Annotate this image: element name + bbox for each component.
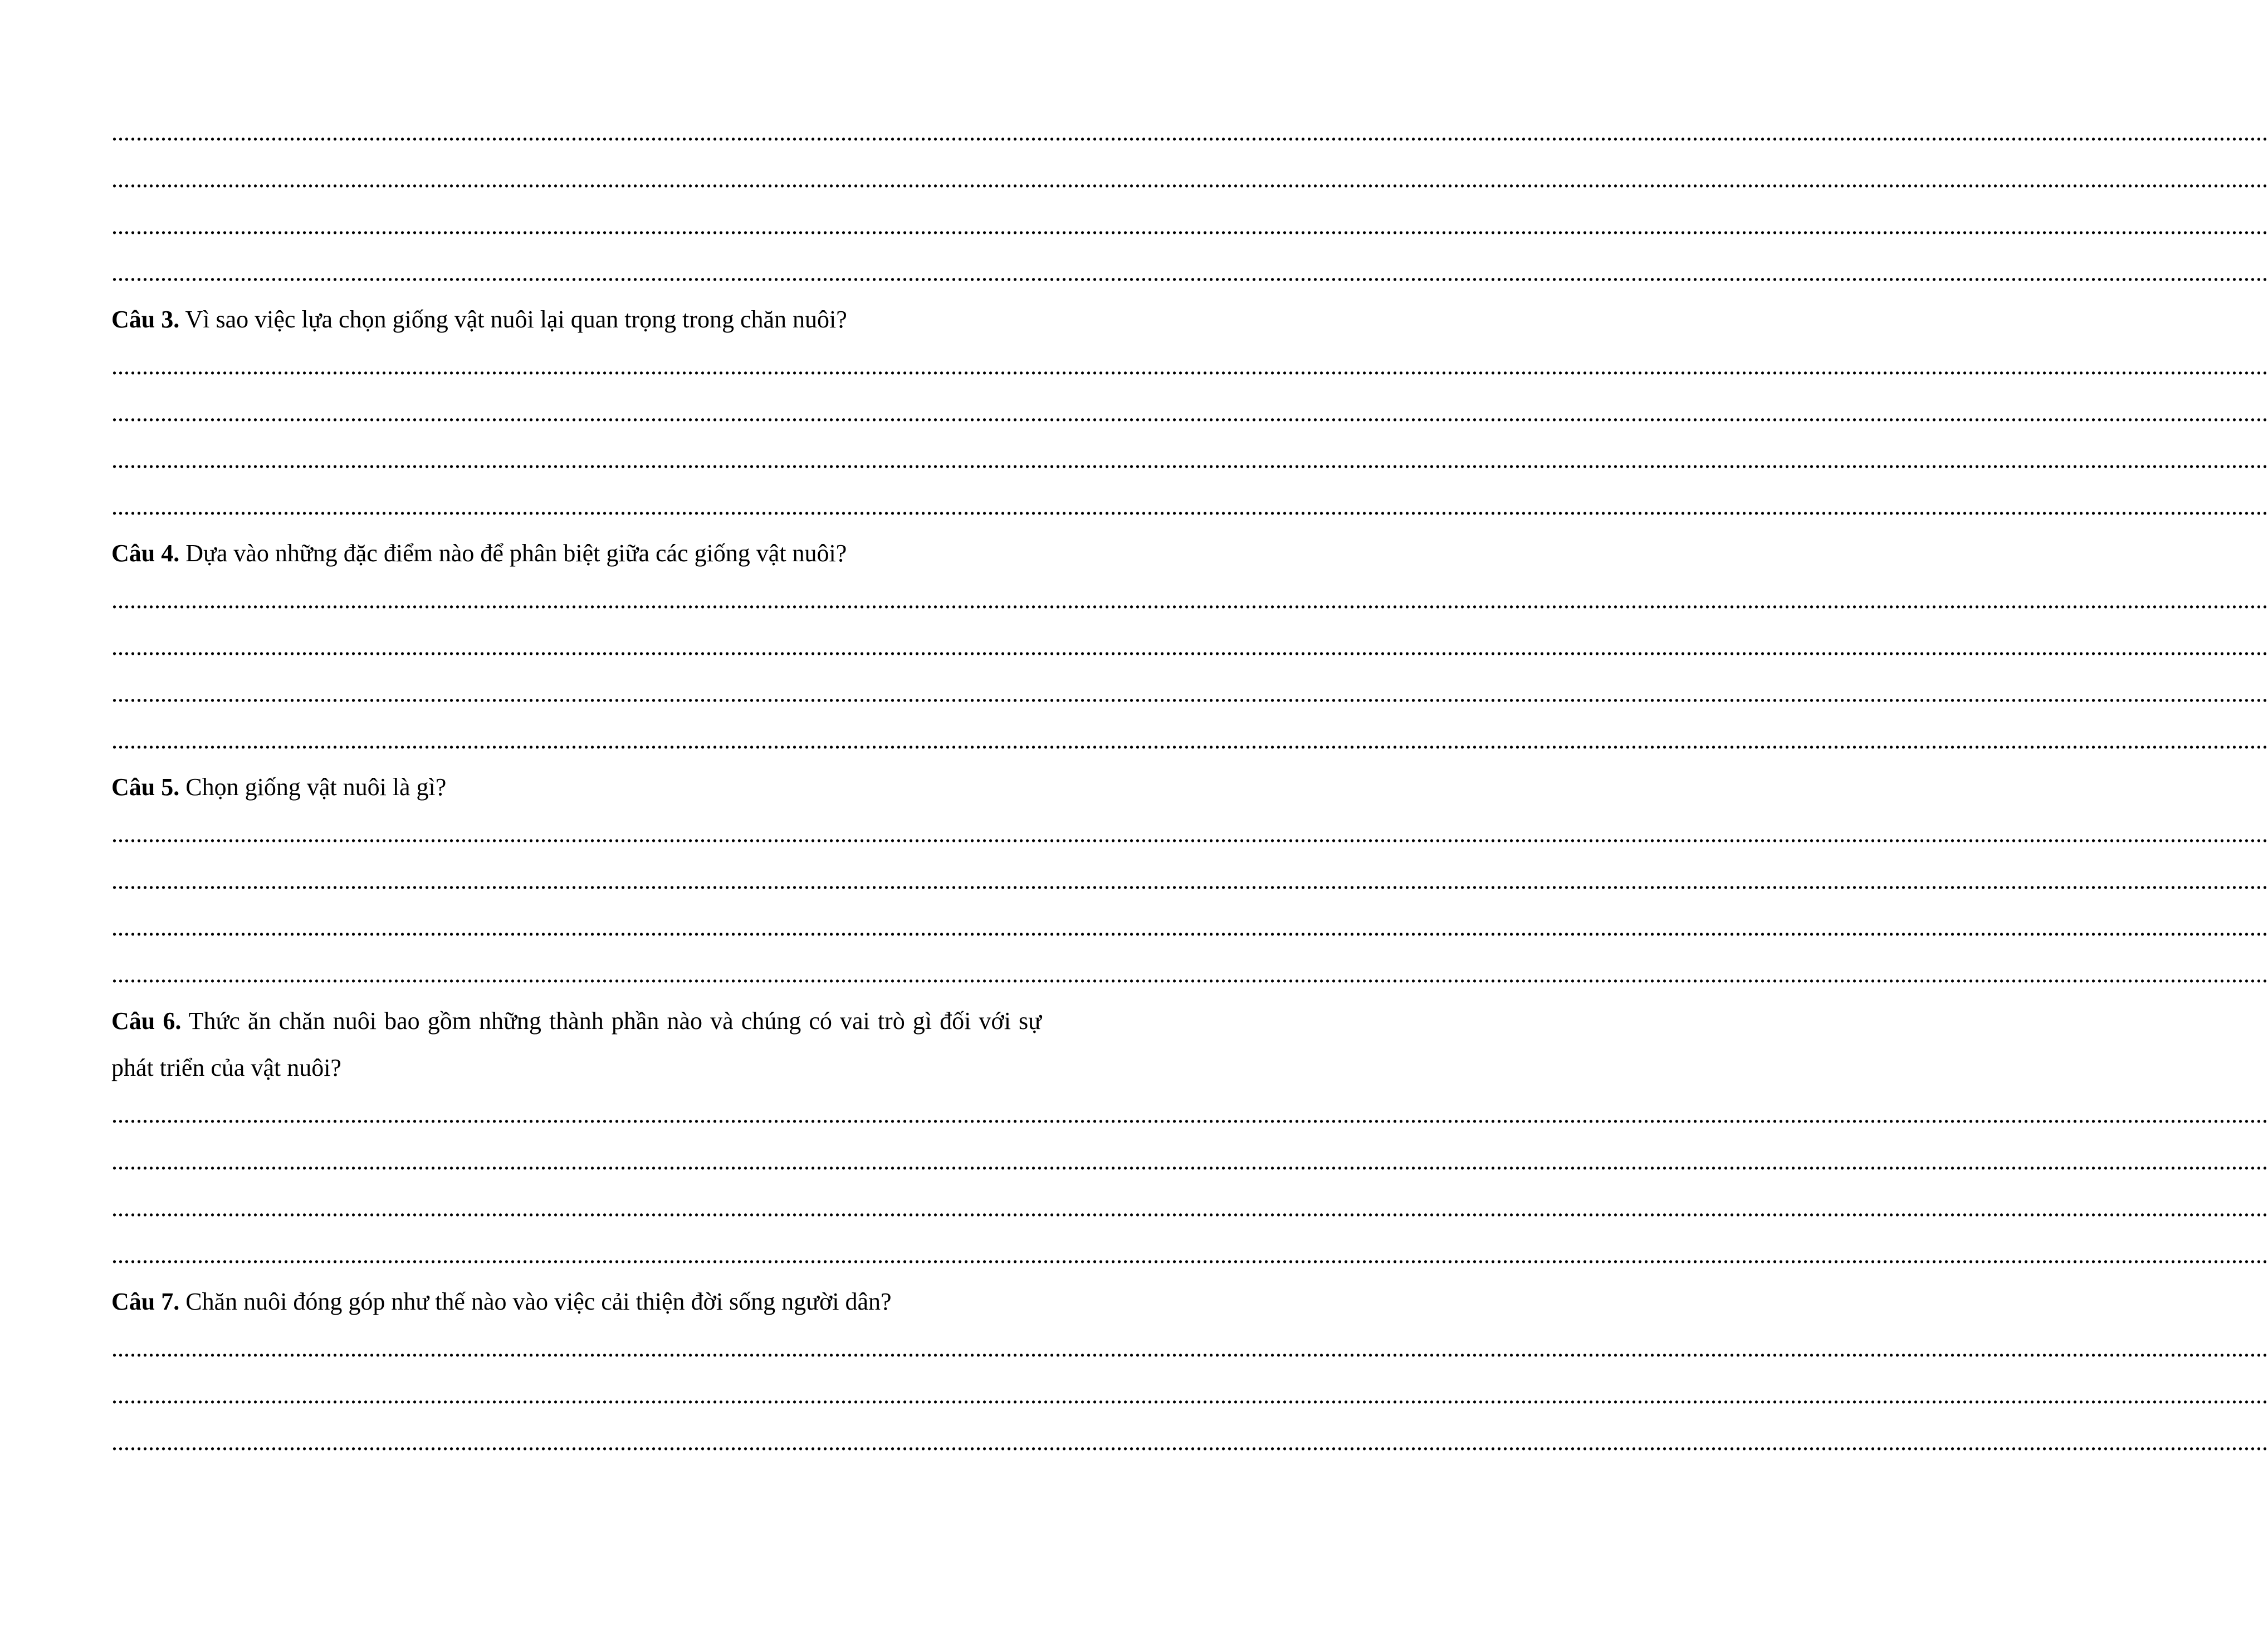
question-text: Vì sao việc lựa chọn giống vật nuôi lại quan trọng trong chăn nuôi? [185, 306, 847, 333]
dotted-leader: ................................................................................................................................................................................................................................................................................................................................................................ [111, 1241, 2268, 1268]
question-6 [111, 998, 1042, 1091]
dotted-leader: ................................................................................................................................................................................................................................................................................................................................................................ [111, 1335, 2268, 1362]
dotted-leader: ................................................................................................................................................................................................................................................................................................................................................................ [111, 680, 2268, 707]
answer-blank-line [111, 483, 2268, 530]
answer-blank-line [111, 857, 2268, 904]
dotted-leader: ................................................................................................................................................................................................................................................................................................................................................................ [111, 633, 2268, 660]
question-number: Câu 4. [111, 540, 180, 567]
dotted-leader: ................................................................................................................................................................................................................................................................................................................................................................ [111, 259, 2268, 286]
answer-blank-line [111, 1185, 2268, 1232]
dotted-leader: ................................................................................................................................................................................................................................................................................................................................................................ [111, 1381, 2268, 1409]
answer-blank-line [111, 951, 2268, 998]
dotted-leader: ................................................................................................................................................................................................................................................................................................................................................................ [111, 212, 2268, 239]
question-text: Chăn nuôi đóng góp như thế nào vào việc cải thiện đời sống người dân? [185, 1288, 892, 1315]
answer-blank-line [111, 156, 2268, 203]
answer-blank-line [111, 343, 2268, 390]
question-number: Câu 3. [111, 306, 180, 333]
answer-blank-line [111, 904, 2268, 951]
dotted-leader: ................................................................................................................................................................................................................................................................................................................................................................ [111, 119, 2268, 146]
answer-blank-line [111, 624, 2268, 670]
dotted-leader: ................................................................................................................................................................................................................................................................................................................................................................ [111, 914, 2268, 941]
answer-blank-line [111, 437, 2268, 483]
dotted-leader: ................................................................................................................................................................................................................................................................................................................................................................ [111, 1428, 2268, 1456]
answer-blank-line [111, 1091, 2268, 1138]
dotted-leader: ................................................................................................................................................................................................................................................................................................................................................................ [111, 165, 2268, 193]
question-3 [111, 296, 1042, 343]
answer-blank-line [111, 670, 2268, 717]
dotted-leader: ................................................................................................................................................................................................................................................................................................................................................................ [111, 1148, 2268, 1175]
answer-blank-line [111, 249, 2268, 296]
answer-blank-line [111, 1138, 2268, 1185]
answer-blank-line [111, 109, 2268, 156]
dotted-leader: ................................................................................................................................................................................................................................................................................................................................................................ [111, 960, 2268, 988]
answer-blank-line [111, 1325, 2268, 1372]
dotted-leader: ................................................................................................................................................................................................................................................................................................................................................................ [111, 446, 2268, 473]
dotted-leader: ................................................................................................................................................................................................................................................................................................................................................................ [111, 727, 2268, 754]
answer-blank-line [111, 1232, 2268, 1278]
answer-blank-line [111, 811, 2268, 857]
answer-blank-line [111, 577, 2268, 624]
question-number: Câu 7. [111, 1288, 180, 1315]
question-4 [111, 530, 1042, 577]
answer-blank-line [111, 390, 2268, 437]
dotted-leader: ................................................................................................................................................................................................................................................................................................................................................................ [111, 352, 2268, 380]
dotted-leader: ................................................................................................................................................................................................................................................................................................................................................................ [111, 586, 2268, 614]
answer-blank-line [111, 717, 2268, 764]
question-7 [111, 1278, 1042, 1325]
question-number: Câu 6. [111, 1007, 182, 1035]
question-number: Câu 5. [111, 773, 180, 801]
question-text: Thức ăn chăn nuôi bao gồm những thành phần nào và chúng có vai trò gì đối với sự phát triển của vật nuôi? [111, 1007, 1042, 1081]
dotted-leader: ................................................................................................................................................................................................................................................................................................................................................................ [111, 867, 2268, 894]
answer-blank-line [111, 1419, 2268, 1466]
dotted-leader: ................................................................................................................................................................................................................................................................................................................................................................ [111, 820, 2268, 847]
question-5 [111, 764, 1042, 811]
answer-blank-line [111, 203, 2268, 249]
dotted-leader: ................................................................................................................................................................................................................................................................................................................................................................ [111, 1194, 2268, 1222]
question-text: Chọn giống vật nuôi là gì? [185, 773, 447, 801]
worksheet-content [111, 109, 2268, 1466]
dotted-leader: ................................................................................................................................................................................................................................................................................................................................................................ [111, 493, 2268, 520]
dotted-leader: ................................................................................................................................................................................................................................................................................................................................................................ [111, 399, 2268, 427]
answer-blank-line [111, 1372, 2268, 1419]
question-text: Dựa vào những đặc điểm nào để phân biệt giữa các giống vật nuôi? [185, 540, 847, 567]
dotted-leader: ................................................................................................................................................................................................................................................................................................................................................................ [111, 1101, 2268, 1128]
